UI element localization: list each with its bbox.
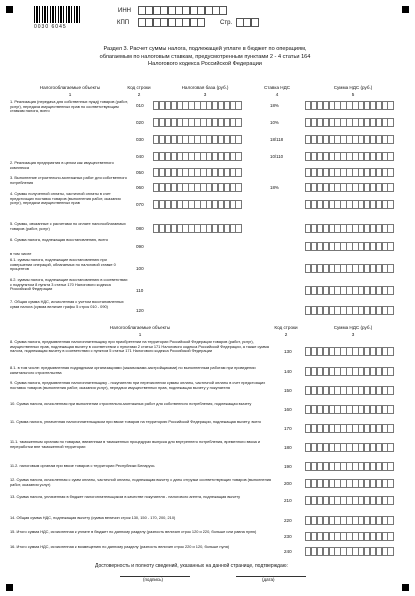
row-010-rate: 18% — [270, 103, 279, 108]
row-140-tax[interactable] — [305, 367, 393, 376]
row-010-tax[interactable] — [305, 101, 393, 110]
row-140-label: 8.1. в том числе: предъявленная подрядными организациями (заказчиками-застройщиками) по выполненным работам при проведении капитального строительства — [10, 365, 256, 375]
corner-mark-bottom-left — [6, 584, 13, 591]
barcode-number: 0030 6045 — [34, 24, 67, 30]
row-020-rate: 10% — [270, 120, 279, 125]
row-060-tax[interactable] — [305, 183, 393, 192]
row-170-code: 170 — [284, 426, 292, 431]
t1-header-base: Налоговая база (руб.) — [181, 85, 229, 90]
row-190-tax[interactable] — [305, 462, 393, 471]
row-050-label: 2. Реализация предприятия в целом как имущественного комплекса — [10, 160, 114, 170]
t1-num-2: 2 — [137, 92, 141, 97]
row-210-tax[interactable] — [305, 496, 393, 505]
section-title-line-3: Налогового кодекса Российской Федерации — [148, 61, 262, 67]
row-230-tax[interactable] — [305, 532, 393, 541]
t1-header-rate: Ставка НДС — [263, 85, 291, 90]
row-060-rate: 18% — [270, 185, 279, 190]
row-080-code: 080 — [136, 226, 144, 231]
kpp-field[interactable] — [138, 18, 205, 27]
row-030-base[interactable] — [153, 135, 241, 144]
row-120-tax[interactable] — [305, 306, 393, 315]
t1-header-tax: Сумма НДС (руб.) — [333, 85, 373, 90]
row-030-code: 030 — [136, 137, 144, 142]
row-100-code: 100 — [136, 266, 144, 271]
t2-num-2: 2 — [284, 332, 288, 337]
row-220-label: 14. Общая сумма НДС, подлежащая вычету (сумма величин строк 130, 150 - 170, 200, 210) — [10, 515, 176, 520]
section-title-line-2: облагаемым по налоговым ставкам, предусмотренным пунктами 2 - 4 статьи 164 — [99, 53, 311, 60]
corner-mark-bottom-right — [402, 584, 409, 591]
t1-header-objects: Налогооблагаемые объекты — [39, 85, 101, 90]
inn-label: ИНН — [118, 8, 131, 14]
row-230-label: 15. Итого сумма НДС, исчисленная к уплате в бюджет по данному разделу (разность величин строк 120 и 220, больше или равна нулю) — [10, 529, 257, 534]
row-130-code: 130 — [284, 349, 292, 354]
t2-num-3: 3 — [351, 332, 355, 337]
row-210-label: 13. Сумма налога, уплаченная в бюджет налогоплательщиком в качестве покупателя - налогового агента, подлежащая вычету — [10, 494, 241, 499]
row-090-code: 090 — [136, 244, 144, 249]
t2-header-code: Код строки — [274, 325, 298, 330]
row-170-tax[interactable] — [305, 424, 393, 433]
row-090-label: 6. Сумма налога, подлежащая восстановлению, всего — [10, 237, 108, 242]
corner-mark-top-right — [402, 6, 409, 13]
row-210-code: 210 — [284, 498, 292, 503]
row-180-tax[interactable] — [305, 443, 393, 452]
row-040-tax[interactable] — [305, 152, 393, 161]
signature-caption: (подпись) — [143, 577, 164, 582]
row-080-tax[interactable] — [305, 224, 393, 233]
row-130-label: 8. Сумма налога, предъявленная налогоплательщику при приобретении на территории Российской Федерации товаров (работ, услуг), имущественных прав, подлежащая вычету в соответствии с пунктами 2 статьи 171 Налогового кодекса Российской Федерации, а также сумма налога, подлежащая вычету в соответствии с пунктом 5 статьи 171 Налогового кодекса Российской Федерации — [10, 339, 269, 354]
row-010-label: 1. Реализация (передача для собственных нужд) товаров (работ, услуг), передача имущественных прав по соответствующим ставкам налога, всего — [10, 99, 128, 114]
row-120-code: 120 — [136, 308, 144, 313]
kpp-label: КПП — [117, 20, 130, 26]
row-020-base[interactable] — [153, 118, 241, 127]
row-050-code: 050 — [136, 170, 144, 175]
row-160-label: 10. Сумма налога, исчисленная при выполнении строительно-монтажных работ для собственного потребления, подлежащая вычету — [10, 401, 252, 406]
row-070-base[interactable] — [153, 200, 241, 209]
row-220-code: 220 — [284, 518, 292, 523]
row-180-code: 180 — [284, 445, 292, 450]
row-110-tax[interactable] — [305, 286, 393, 295]
row-240-code: 240 — [284, 549, 292, 554]
row-070-label: 4. Суммы полученной оплаты, частичной оплаты в счет предстоящих поставок товаров (выполнения работ, оказания услуг), передачи имущественных прав — [10, 191, 121, 206]
row-100-label: 6.1. суммы налога, подлежащие восстановлению при совершении операций, облагаемых по налоговой ставке 0 процентов — [10, 257, 116, 272]
section-title-line-1: Раздел 3. Расчет суммы налога, подлежащей уплате в бюджет по операциям, — [103, 46, 307, 52]
t1-num-4: 4 — [275, 92, 279, 97]
row-220-tax[interactable] — [305, 516, 393, 525]
row-060-base[interactable] — [153, 183, 241, 192]
row-190-code: 190 — [284, 464, 292, 469]
row-100-tax[interactable] — [305, 264, 393, 273]
t1-header-code: Код строки — [127, 85, 151, 90]
row-110-code: 110 — [136, 288, 144, 293]
row-150-tax[interactable] — [305, 386, 393, 395]
row-150-label: 9. Сумма налога, предъявленная налогоплательщику - покупателю при перечислении суммы оплаты, частичной оплаты в счет предстоящих поставок товаров (выполнения работ, оказания услуг), передачи имущественных прав, подлежащая вычету у покупателя — [10, 380, 266, 390]
row-080-label: 5. Суммы, связанные с расчетами по оплате налогооблагаемых товаров (работ, услуг) — [10, 221, 126, 231]
row-020-code: 020 — [136, 120, 144, 125]
row-030-rate: 18/118 — [270, 137, 284, 142]
row-240-label: 16. Итого сумма НДС, исчисленная к возмещению по данному разделу (разность величин строк 220 и 120, больше нуля) — [10, 544, 230, 549]
page-number-field[interactable] — [236, 18, 258, 27]
row-020-tax[interactable] — [305, 118, 393, 127]
page-label: Стр. — [220, 20, 233, 26]
row-230-code: 230 — [284, 534, 292, 539]
t1-num-5: 5 — [351, 92, 355, 97]
row-140-code: 140 — [284, 369, 292, 374]
row-010-code: 010 — [136, 103, 144, 108]
row-060-code: 060 — [136, 185, 144, 190]
row-160-tax[interactable] — [305, 405, 393, 414]
row-080-base[interactable] — [153, 224, 241, 233]
row-120-label: 7. Общая сумма НДС, исчисленная с учетом восстановленных сумм налога (сумма величин графы 5 строк 010 - 090) — [10, 299, 124, 309]
row-060-label: 3. Выполнение строительно-монтажных работ для собственного потребления — [10, 175, 127, 185]
section-title — [40, 46, 370, 69]
corner-mark-top-left — [6, 6, 13, 13]
row-200-tax[interactable] — [305, 479, 393, 488]
row-070-code: 070 — [136, 202, 144, 207]
row-160-code: 160 — [284, 407, 292, 412]
row-170-label: 11. Сумма налога, уплаченная налогоплательщиком при ввозе товаров на территорию Российской Федерации, подлежащая вычету, всего — [10, 419, 262, 424]
barcode — [34, 6, 82, 23]
t1-num-1: 1 — [68, 92, 72, 97]
row-090-tax[interactable] — [305, 242, 393, 251]
row-050-tax[interactable] — [305, 168, 393, 177]
row-190-label: 11.2. налоговым органам при ввозе товаров с территории Республики Беларусь — [10, 463, 155, 468]
t2-num-1: 1 — [138, 332, 142, 337]
row-070-tax[interactable] — [305, 200, 393, 209]
row-040-code: 040 — [136, 154, 144, 159]
date-caption: (дата) — [262, 577, 275, 582]
row-incl-label: в том числе — [10, 251, 32, 256]
inn-field[interactable] — [138, 6, 227, 15]
row-040-base[interactable] — [153, 152, 241, 161]
t1-num-3: 3 — [203, 92, 207, 97]
t2-header-objects: Налогооблагаемые объекты — [109, 325, 171, 330]
row-110-label: 6.2. суммы налога, подлежащие восстановлению в соответствии с подпунктом 8 пункта 3 статьи 170 Налогового кодекса Российской Федерации — [10, 277, 128, 292]
row-150-code: 150 — [284, 388, 292, 393]
row-200-code: 200 — [284, 481, 292, 486]
row-200-label: 12. Сумма налога, исчисленная с сумм оплаты, частичной оплаты, подлежащая вычету с даты отгрузки соответствующих товаров (выполнения работ, оказания услуг) — [10, 477, 272, 487]
row-240-tax[interactable] — [305, 547, 393, 556]
t2-header-tax: Сумма НДС (руб.) — [333, 325, 373, 330]
row-050-base[interactable] — [153, 168, 241, 177]
row-180-label: 11.1. таможенным органам по товарам, ввезенным в таможенных процедурах выпуска для внутреннего потребления, временного ввоза и переработки вне таможенной территории — [10, 439, 261, 449]
row-010-base[interactable] — [153, 101, 241, 110]
row-030-tax[interactable] — [305, 135, 393, 144]
row-130-tax[interactable] — [305, 347, 393, 356]
confirmation-text: Достоверность и полноту сведений, указанных на данной странице, подтверждаю: — [95, 563, 288, 569]
row-040-rate: 10/110 — [270, 154, 284, 159]
